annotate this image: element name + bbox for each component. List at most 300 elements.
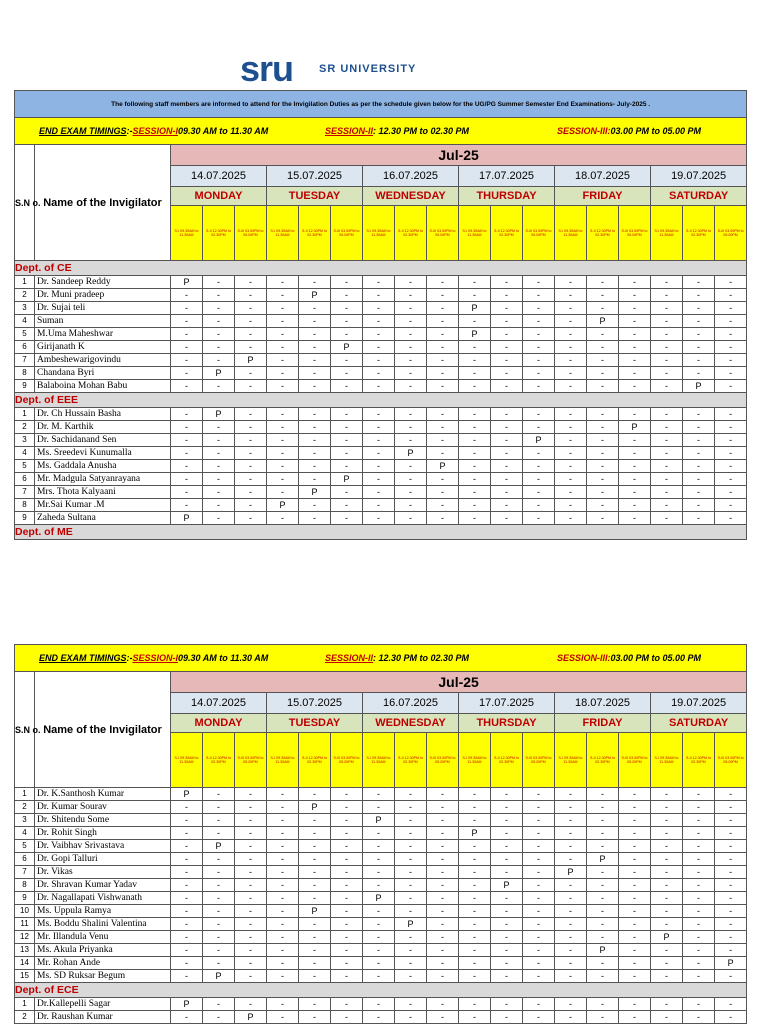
duty-none: -	[331, 447, 363, 460]
duty-none: -	[331, 931, 363, 944]
day-header: WEDNESDAY	[363, 187, 459, 206]
duty-none: -	[299, 473, 331, 486]
duty-none: -	[267, 421, 299, 434]
duty-none: -	[235, 866, 267, 879]
duty-none: -	[203, 892, 235, 905]
duty-none: -	[619, 853, 651, 866]
duty-none: -	[299, 918, 331, 931]
duty-none: -	[395, 367, 427, 380]
duty-none: -	[267, 827, 299, 840]
row-number: 2	[15, 1011, 35, 1024]
duty-none: -	[683, 341, 715, 354]
duty-none: -	[427, 879, 459, 892]
duty-none: -	[619, 276, 651, 289]
row-number: 8	[15, 367, 35, 380]
duty-present: P	[395, 447, 427, 460]
duty-none: -	[235, 512, 267, 525]
duty-none: -	[331, 354, 363, 367]
duty-none: -	[587, 801, 619, 814]
duty-none: -	[331, 944, 363, 957]
session-1-time: 09.30 AM to 11.30 AM	[178, 126, 269, 136]
duty-none: -	[715, 788, 747, 801]
duty-none: -	[619, 1011, 651, 1024]
duty-none: -	[363, 918, 395, 931]
duty-none: -	[459, 892, 491, 905]
duty-present: P	[171, 788, 203, 801]
logo-mark: sru	[240, 48, 294, 89]
session-header: S-III 03.00PM to 05.00PM	[619, 733, 651, 788]
duty-none: -	[683, 814, 715, 827]
session-header: S-III 03.00PM to 05.00PM	[523, 206, 555, 261]
duty-none: -	[587, 408, 619, 421]
duty-none: -	[395, 512, 427, 525]
duty-none: -	[555, 408, 587, 421]
duty-none: -	[683, 998, 715, 1011]
row-number: 5	[15, 840, 35, 853]
timings-sep: :-	[126, 653, 133, 663]
duty-present: P	[587, 853, 619, 866]
duty-none: -	[651, 814, 683, 827]
duty-none: -	[331, 486, 363, 499]
duty-none: -	[715, 434, 747, 447]
duty-none: -	[683, 905, 715, 918]
session-header: S-II 12.30PM to 02.30PM	[491, 733, 523, 788]
duty-none: -	[555, 814, 587, 827]
duty-none: -	[715, 944, 747, 957]
duty-none: -	[267, 918, 299, 931]
duty-none: -	[395, 1011, 427, 1024]
invigilator-row	[15, 905, 747, 918]
duty-none: -	[203, 788, 235, 801]
duty-none: -	[683, 866, 715, 879]
duty-none: -	[395, 486, 427, 499]
duty-none: -	[363, 1011, 395, 1024]
duty-none: -	[299, 499, 331, 512]
dept-row	[15, 261, 747, 276]
duty-none: -	[555, 918, 587, 931]
duty-none: -	[331, 512, 363, 525]
duty-none: -	[555, 840, 587, 853]
duty-none: -	[651, 302, 683, 315]
duty-none: -	[363, 970, 395, 983]
duty-none: -	[587, 970, 619, 983]
duty-none: -	[459, 408, 491, 421]
duty-present: P	[331, 341, 363, 354]
duty-none: -	[587, 486, 619, 499]
duty-none: -	[651, 408, 683, 421]
duty-none: -	[331, 905, 363, 918]
duty-none: -	[235, 788, 267, 801]
month-row	[15, 145, 747, 166]
duty-none: -	[203, 931, 235, 944]
duty-none: -	[267, 302, 299, 315]
duty-none: -	[395, 957, 427, 970]
duty-none: -	[587, 499, 619, 512]
duty-none: -	[491, 931, 523, 944]
row-number: 6	[15, 853, 35, 866]
duty-present: P	[331, 473, 363, 486]
duty-none: -	[267, 931, 299, 944]
duty-none: -	[683, 970, 715, 983]
duty-none: -	[427, 853, 459, 866]
duty-none: -	[491, 788, 523, 801]
session-3-time: 03.00 PM to 05.00 PM	[610, 653, 702, 663]
duty-none: -	[459, 499, 491, 512]
duty-none: -	[235, 499, 267, 512]
duty-none: -	[171, 408, 203, 421]
session-header: S-I 09.30AM to 11.30AM	[459, 733, 491, 788]
duty-none: -	[715, 866, 747, 879]
invigilator-row	[15, 970, 747, 983]
session-header: S-I 09.30AM to 11.30AM	[651, 206, 683, 261]
duty-none: -	[523, 289, 555, 302]
duty-none: -	[619, 970, 651, 983]
duty-none: -	[427, 512, 459, 525]
duty-none: -	[235, 421, 267, 434]
duty-none: -	[619, 289, 651, 302]
duty-none: -	[651, 367, 683, 380]
duty-none: -	[587, 827, 619, 840]
duty-none: -	[267, 814, 299, 827]
invigilator-name: Dr. Sachidanand Sen	[35, 434, 171, 447]
duty-none: -	[171, 289, 203, 302]
invigilator-name: Dr. Muni pradeep	[35, 289, 171, 302]
duty-none: -	[555, 957, 587, 970]
duty-none: -	[235, 408, 267, 421]
duty-none: -	[523, 866, 555, 879]
duty-none: -	[363, 341, 395, 354]
duty-none: -	[619, 827, 651, 840]
invigilator-row	[15, 447, 747, 460]
duty-none: -	[427, 814, 459, 827]
row-number: 1	[15, 788, 35, 801]
session-header: S-II 12.30PM to 02.30PM	[587, 733, 619, 788]
duty-none: -	[363, 931, 395, 944]
duty-none: -	[651, 905, 683, 918]
duty-none: -	[555, 302, 587, 315]
duty-none: -	[299, 315, 331, 328]
duty-none: -	[267, 879, 299, 892]
duty-none: -	[267, 944, 299, 957]
duty-none: -	[459, 354, 491, 367]
duty-none: -	[395, 879, 427, 892]
invigilator-name: Dr. Shitendu Some	[35, 814, 171, 827]
duty-none: -	[331, 840, 363, 853]
duty-none: -	[555, 970, 587, 983]
row-number: 3	[15, 302, 35, 315]
duty-none: -	[587, 1011, 619, 1024]
date-header: 15.07.2025	[267, 166, 363, 187]
duty-none: -	[203, 905, 235, 918]
duty-none: -	[395, 499, 427, 512]
duty-none: -	[331, 814, 363, 827]
duty-present: P	[491, 879, 523, 892]
session-header: S-I 09.30AM to 11.30AM	[459, 206, 491, 261]
duty-none: -	[523, 957, 555, 970]
invigilator-name: Ms. Boddu Shalini Valentina	[35, 918, 171, 931]
duty-none: -	[715, 486, 747, 499]
date-header: 19.07.2025	[651, 693, 747, 714]
duty-none: -	[555, 512, 587, 525]
session-header: S-II 12.30PM to 02.30PM	[203, 733, 235, 788]
duty-none: -	[395, 801, 427, 814]
invigilator-name: Mr. Illandula Venu	[35, 931, 171, 944]
duty-present: P	[235, 1011, 267, 1024]
duty-none: -	[555, 905, 587, 918]
duty-none: -	[299, 328, 331, 341]
duty-none: -	[331, 276, 363, 289]
duty-none: -	[299, 1011, 331, 1024]
duty-none: -	[587, 866, 619, 879]
duty-none: -	[683, 931, 715, 944]
duty-none: -	[587, 367, 619, 380]
duty-none: -	[267, 354, 299, 367]
duty-none: -	[587, 918, 619, 931]
duty-none: -	[427, 447, 459, 460]
duty-none: -	[331, 801, 363, 814]
duty-none: -	[715, 499, 747, 512]
duty-none: -	[715, 827, 747, 840]
duty-none: -	[427, 905, 459, 918]
duty-none: -	[715, 814, 747, 827]
duty-none: -	[523, 827, 555, 840]
dept-label: Dept. of ECE	[15, 983, 747, 998]
duty-none: -	[299, 367, 331, 380]
duty-none: -	[683, 944, 715, 957]
duty-none: -	[651, 380, 683, 393]
duty-none: -	[299, 944, 331, 957]
invigilator-name: M.Uma Maheshwar	[35, 328, 171, 341]
invigilator-name: Ms. SD Ruksar Begum	[35, 970, 171, 983]
duty-none: -	[299, 380, 331, 393]
duty-none: -	[619, 814, 651, 827]
duty-none: -	[395, 814, 427, 827]
duty-none: -	[395, 302, 427, 315]
duty-present: P	[459, 302, 491, 315]
invigilator-name: Zaheda Sultana	[35, 512, 171, 525]
session-header: S-III 03.00PM to 05.00PM	[523, 733, 555, 788]
sno-header: S.N o.	[15, 672, 35, 788]
invigilator-row	[15, 315, 747, 328]
day-header: FRIDAY	[555, 187, 651, 206]
duty-none: -	[587, 341, 619, 354]
duty-none: -	[491, 367, 523, 380]
invigilator-row	[15, 460, 747, 473]
duty-none: -	[267, 801, 299, 814]
duty-none: -	[235, 486, 267, 499]
duty-none: -	[267, 853, 299, 866]
day-header: MONDAY	[171, 187, 267, 206]
duty-none: -	[651, 421, 683, 434]
duty-none: -	[267, 998, 299, 1011]
duty-none: -	[555, 879, 587, 892]
duty-none: -	[299, 840, 331, 853]
duty-none: -	[587, 892, 619, 905]
session-3-label: SESSION-III:	[557, 126, 611, 136]
timing-row	[15, 645, 747, 672]
session-header: S-I 09.30AM to 11.30AM	[555, 733, 587, 788]
duty-none: -	[651, 460, 683, 473]
duty-none: -	[427, 866, 459, 879]
duty-none: -	[267, 447, 299, 460]
duty-none: -	[235, 957, 267, 970]
duty-present: P	[363, 892, 395, 905]
duty-none: -	[523, 512, 555, 525]
duty-none: -	[715, 970, 747, 983]
duty-none: -	[651, 486, 683, 499]
duty-none: -	[331, 434, 363, 447]
invigilator-row	[15, 853, 747, 866]
duty-none: -	[203, 434, 235, 447]
duty-none: -	[299, 892, 331, 905]
duty-none: -	[715, 302, 747, 315]
invigilator-name: Mr. Madgula Satyanrayana	[35, 473, 171, 486]
duty-none: -	[555, 434, 587, 447]
row-number: 4	[15, 447, 35, 460]
duty-none: -	[619, 367, 651, 380]
duty-none: -	[171, 931, 203, 944]
duty-none: -	[523, 499, 555, 512]
session-header: S-III 03.00PM to 05.00PM	[235, 206, 267, 261]
dept-label: Dept. of EEE	[15, 393, 747, 408]
duty-none: -	[491, 512, 523, 525]
duty-none: -	[459, 866, 491, 879]
dept-row	[15, 983, 747, 998]
duty-none: -	[427, 434, 459, 447]
duty-none: -	[267, 315, 299, 328]
duty-none: -	[235, 827, 267, 840]
duty-none: -	[267, 1011, 299, 1024]
invigilator-name: Dr. Sandeep Reddy	[35, 276, 171, 289]
duty-none: -	[203, 447, 235, 460]
invigilator-row	[15, 486, 747, 499]
duty-none: -	[363, 354, 395, 367]
invigilator-row	[15, 421, 747, 434]
duty-none: -	[555, 931, 587, 944]
date-header: 16.07.2025	[363, 693, 459, 714]
duty-none: -	[619, 840, 651, 853]
duty-none: -	[651, 1011, 683, 1024]
duty-none: -	[427, 998, 459, 1011]
duty-none: -	[523, 473, 555, 486]
duty-none: -	[683, 289, 715, 302]
duty-none: -	[523, 408, 555, 421]
duty-none: -	[395, 866, 427, 879]
day-header: THURSDAY	[459, 714, 555, 733]
duty-none: -	[587, 814, 619, 827]
invigilator-name: Dr. Ch Hussain Basha	[35, 408, 171, 421]
duty-none: -	[203, 421, 235, 434]
duty-none: -	[203, 1011, 235, 1024]
duty-none: -	[651, 918, 683, 931]
duty-none: -	[651, 957, 683, 970]
duty-none: -	[395, 276, 427, 289]
duty-present: P	[715, 957, 747, 970]
duty-none: -	[427, 499, 459, 512]
duty-none: -	[459, 853, 491, 866]
duty-none: -	[171, 315, 203, 328]
duty-none: -	[267, 788, 299, 801]
duty-none: -	[427, 473, 459, 486]
duty-none: -	[491, 486, 523, 499]
duty-none: -	[235, 944, 267, 957]
invigilator-row	[15, 354, 747, 367]
duty-none: -	[619, 302, 651, 315]
duty-none: -	[459, 473, 491, 486]
duty-none: -	[587, 998, 619, 1011]
dept-row	[15, 393, 747, 408]
duty-none: -	[683, 434, 715, 447]
duty-none: -	[395, 315, 427, 328]
invigilator-row	[15, 866, 747, 879]
duty-present: P	[235, 354, 267, 367]
duty-none: -	[555, 341, 587, 354]
duty-none: -	[651, 354, 683, 367]
duty-none: -	[427, 276, 459, 289]
duty-none: -	[363, 801, 395, 814]
timings-label: END EXAM TIMINGS	[39, 126, 127, 136]
duty-none: -	[555, 354, 587, 367]
duty-none: -	[299, 421, 331, 434]
duty-none: -	[363, 944, 395, 957]
row-number: 13	[15, 944, 35, 957]
duty-none: -	[651, 970, 683, 983]
duty-none: -	[715, 408, 747, 421]
invigilator-name: Ms. Sreedevi Kunumalla	[35, 447, 171, 460]
session-header: S-II 12.30PM to 02.30PM	[683, 206, 715, 261]
duty-none: -	[171, 341, 203, 354]
duty-none: -	[523, 931, 555, 944]
duty-none: -	[683, 1011, 715, 1024]
duty-none: -	[715, 447, 747, 460]
duty-none: -	[683, 788, 715, 801]
duty-none: -	[427, 380, 459, 393]
duty-none: -	[235, 840, 267, 853]
duty-none: -	[459, 1011, 491, 1024]
duty-present: P	[587, 944, 619, 957]
duty-none: -	[171, 944, 203, 957]
duty-none: -	[523, 970, 555, 983]
duty-none: -	[491, 354, 523, 367]
duty-none: -	[395, 840, 427, 853]
row-number: 15	[15, 970, 35, 983]
duty-none: -	[523, 814, 555, 827]
duty-none: -	[171, 380, 203, 393]
duty-none: -	[651, 840, 683, 853]
university-logo	[240, 48, 417, 89]
duty-none: -	[427, 931, 459, 944]
duty-none: -	[683, 879, 715, 892]
duty-none: -	[171, 879, 203, 892]
row-number: 1	[15, 276, 35, 289]
duty-none: -	[683, 918, 715, 931]
duty-none: -	[171, 447, 203, 460]
duty-none: -	[299, 276, 331, 289]
row-number: 2	[15, 289, 35, 302]
duty-none: -	[235, 367, 267, 380]
row-number: 9	[15, 512, 35, 525]
duty-none: -	[651, 944, 683, 957]
duty-none: -	[395, 380, 427, 393]
duty-none: -	[651, 879, 683, 892]
duty-none: -	[459, 341, 491, 354]
duty-none: -	[203, 499, 235, 512]
duty-none: -	[619, 905, 651, 918]
duty-none: -	[235, 801, 267, 814]
duty-none: -	[331, 421, 363, 434]
session-header: S-II 12.30PM to 02.30PM	[683, 733, 715, 788]
duty-none: -	[395, 289, 427, 302]
